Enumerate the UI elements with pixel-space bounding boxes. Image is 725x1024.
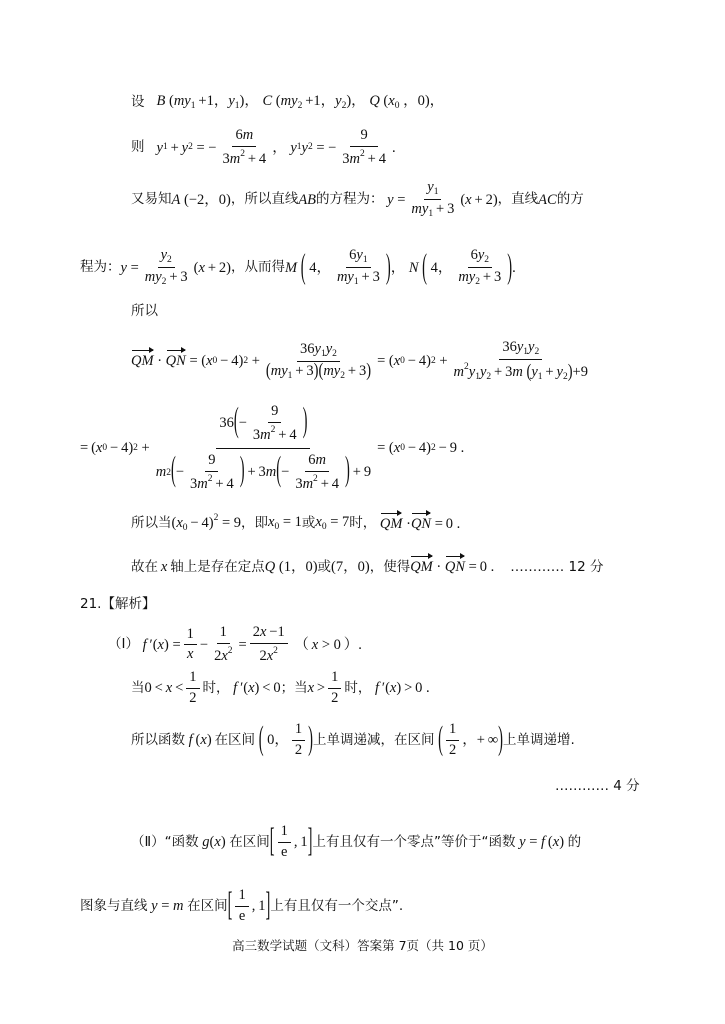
text: 或: [301, 515, 316, 531]
text: 所以: [131, 303, 158, 319]
math: y = m: [151, 898, 184, 915]
math: B ($my_1 +1$，$y_1$)， C ($my_2 +1$，$y_2$)， Q ($x_0$ ，0)，: [156, 93, 445, 111]
part-label: （Ⅰ）: [108, 636, 139, 653]
text: 上有且仅有一个交点”.: [270, 897, 404, 914]
math: x: [158, 559, 171, 575]
text: 故在: [131, 558, 158, 575]
text: 程为：: [80, 259, 121, 276]
math: $x_0 = 1$: [268, 514, 302, 532]
math: y = $\frac{y_2}{my_2 + 3}$ ( x + 2): [120, 247, 231, 288]
math: AC: [538, 191, 557, 208]
math: y = f (x): [519, 834, 568, 851]
text: 上单调递增.: [502, 731, 575, 748]
math: f ′(x) > 0 .: [374, 680, 430, 697]
line-5: [131, 305, 158, 319]
math: f ′(x) < 0: [233, 680, 281, 697]
text: 图象与直线: [80, 897, 148, 914]
line-13: [131, 670, 430, 707]
text: 轴上是存在定点: [170, 558, 265, 575]
text: 上有且仅有一个零点”等价于“函数: [312, 833, 516, 850]
line-9: [131, 514, 460, 534]
score-marker: ………… 4 分: [555, 778, 640, 794]
math: y = $\frac{y_1}{my_1 + 3}$ ( x + 2): [387, 179, 498, 220]
text: 的方: [556, 191, 584, 208]
part-label: （Ⅱ）: [131, 833, 165, 850]
math: = ( x 0 − 4) 2 + 36 ( − $\frac{9}{3m^2 + 4}$ ) m 2 ( − $\frac{9}{3m^2 + 4}$ ) + 3 m ( − $\frac{6m}{3m^2 + 4}$ ) + 9 = ( x 0 − 4) 2 − 9 .: [80, 402, 465, 492]
math: x > $\frac{1}{2}$: [308, 670, 345, 707]
math: QM · QN = 0 .: [410, 559, 495, 575]
line-2: [131, 128, 396, 168]
text: ，使得: [369, 558, 411, 575]
text: ，即: [241, 515, 269, 531]
text: 则: [131, 139, 145, 156]
text: 设: [131, 94, 145, 110]
text: 的: [567, 833, 582, 850]
text: ，直线: [497, 191, 539, 208]
line-12: [108, 625, 362, 665]
text: 时，: [344, 679, 372, 696]
math: QM ·QN = 0 .: [379, 515, 461, 532]
text: ，所以直线: [230, 191, 299, 208]
line-15: [555, 780, 640, 794]
math: g(x): [202, 834, 230, 851]
line-3: [131, 180, 584, 220]
math: [ $\frac{1}{e}$ , 1 ]: [269, 823, 313, 861]
text: “函数: [164, 833, 199, 850]
text: ，从而得: [231, 259, 285, 276]
math: ( 0， $\frac{1}{2}$ ): [258, 721, 313, 759]
line-16: [131, 824, 581, 861]
text: 所以当: [131, 515, 172, 531]
math: (7，0): [331, 559, 370, 575]
line-7: [80, 404, 464, 493]
text: 上单调递减，在区间: [313, 731, 435, 748]
text: 时，: [349, 515, 377, 531]
math: 0 < x < $\frac{1}{2}$: [145, 670, 203, 707]
line-14: [131, 722, 575, 759]
math: Q (1，0): [264, 559, 318, 575]
math: M ( 4， $\frac{6y_1}{my_1 + 3}$ ) ， N ( 4， $\frac{6y_2}{my_2 + 3}$ ) .: [285, 247, 516, 288]
math: QM · QN = ( x 0 − 4) 2 + $\frac{36y_1y_2}{(my_1 + 3)(my_2 + 3)}$ = ( x 0 − 4) 2 + $\frac{36y_1y_2}{m^2y_1y_2 + 3m (y_1 + y_2)+9}$: [131, 339, 588, 383]
text: 时，: [202, 679, 230, 696]
page-footer: 高三数学试题（文科）答案第 7页（共 10 页）: [232, 938, 493, 953]
math: [ $\frac{1}{e}$ , 1 ]: [227, 887, 271, 925]
math: ( $\frac{1}{2}$ ，+ ∞ ): [438, 721, 503, 759]
text: 在区间: [214, 731, 256, 748]
math: f ′( x ) = $\frac{1}{x}$ − $\frac{1}{2x^2}$ = $\frac{2x -1}{2x^2}$ （ x > 0 ）.: [142, 624, 362, 664]
math: A (−2，0): [171, 191, 231, 208]
text: ；当: [280, 679, 308, 696]
text: 所以函数: [131, 731, 185, 748]
text: 又易知: [131, 191, 172, 208]
text: 的方程为：: [316, 191, 384, 208]
line-17: [80, 888, 403, 925]
math: f (x): [188, 732, 215, 749]
text: 在区间: [187, 897, 228, 914]
math: $x_0 = 7$: [315, 514, 350, 532]
line-6: [131, 340, 594, 383]
score-marker: ………… 12 分: [510, 558, 604, 575]
math: AB: [298, 191, 317, 208]
text: 或: [317, 558, 332, 575]
question-title: 21.【解析】: [80, 596, 156, 612]
text: 在区间: [229, 833, 270, 850]
text: 当: [131, 679, 145, 696]
line-4: [80, 248, 516, 288]
line-11: [80, 598, 155, 612]
math: $(x_0 - 4)^2 = 9$: [171, 513, 242, 533]
line-10: [131, 560, 604, 575]
line-1: [131, 94, 444, 112]
math: y 1 + y 2 = − $\frac{6m}{3m^2 + 4}$ ， y 1 y 2 = − $\frac{9}{3m^2 + 4}$ .: [156, 127, 396, 167]
